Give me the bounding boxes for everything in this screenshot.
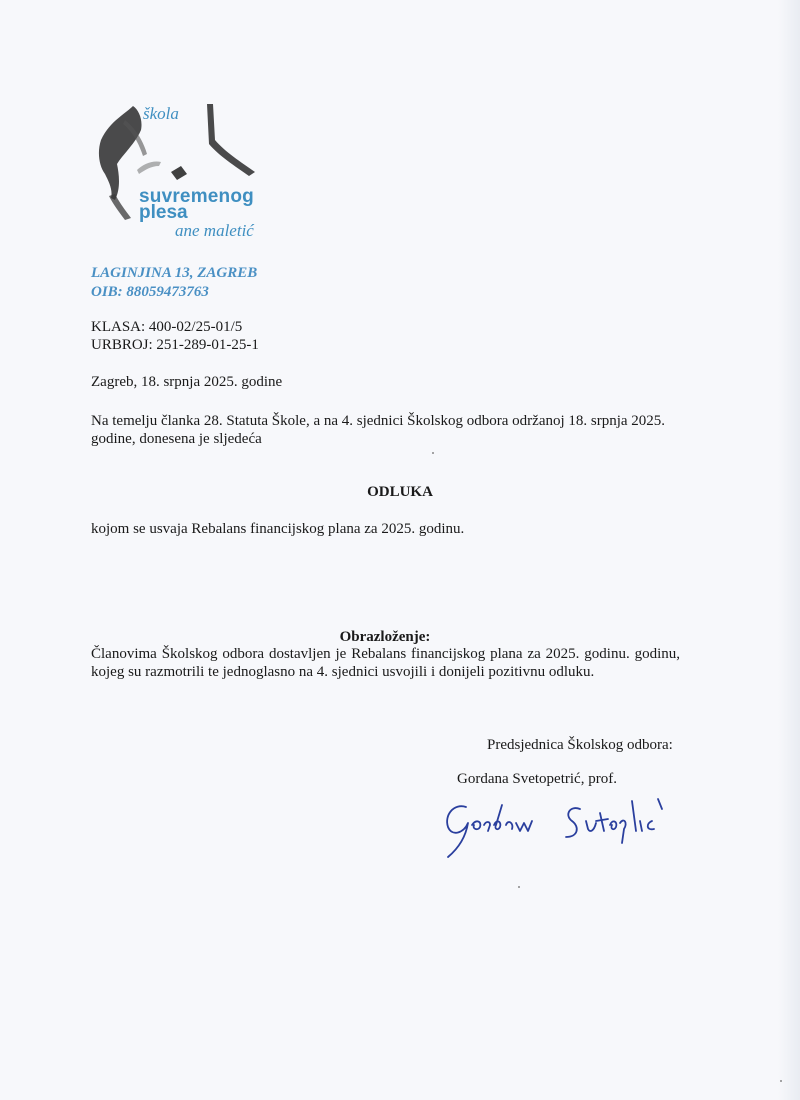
logo-text-skola: škola (143, 104, 179, 123)
explanation-text: Članovima Školskog odbora dostavljen je Rebalans financijskog plana za 2025. godinu. godinu, kojeg su razmotrili te jednoglasno na 4. sjednici usvojili i donijeli pozitivnu odluku. (91, 646, 680, 680)
scan-speck (518, 886, 520, 888)
school-address (91, 264, 257, 302)
logo-text-ane-maletic: ane maletić (175, 221, 254, 240)
signatory-name: Gordana Svetopetrić, prof. (457, 771, 617, 787)
handwritten-signature (440, 795, 700, 865)
explanation-title: Obrazloženje: (339, 629, 431, 645)
address-street: LAGINJINA 13, ZAGREB (91, 265, 258, 281)
urbroj-line: URBROJ: 251-289-01-25-1 (91, 337, 259, 353)
logo-text-suvremenog: suvremenog (139, 186, 254, 207)
address-oib: OIB: 88059473763 (91, 284, 209, 300)
klasa-line: KLASA: 400-02/25-01/5 (91, 319, 243, 335)
intro-paragraph: Na temelju članka 28. Statuta Škole, a na 4. sjednici Školskog odbora održanoj 18. srpnja 2025. godine, donesena je sljedeća (91, 413, 666, 447)
logo-text-plesa: plesa (139, 202, 188, 223)
signatory-role: Predsjednica Školskog odbora: (487, 737, 673, 753)
decision-title: ODLUKA (367, 484, 433, 500)
decision-text: kojom se usvaja Rebalans financijskog plana za 2025. godinu. (91, 521, 465, 537)
date-line: Zagreb, 18. srpnja 2025. godine (91, 374, 283, 390)
scan-speck (780, 1080, 782, 1082)
school-logo (95, 100, 295, 250)
scan-speck (432, 452, 434, 454)
reference-block (91, 318, 259, 354)
scan-edge (778, 0, 800, 1100)
